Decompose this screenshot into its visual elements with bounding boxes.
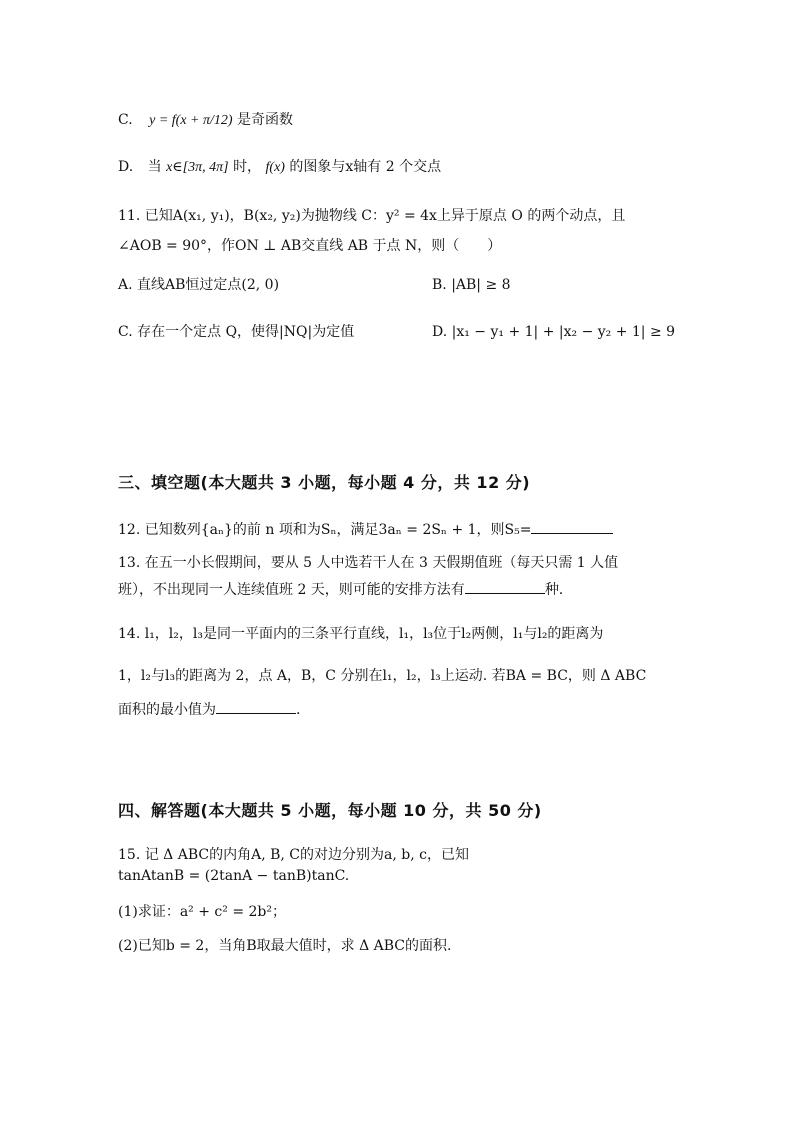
option-text: 当 xyxy=(147,159,162,175)
option-label: C. xyxy=(118,112,133,128)
q11-option-d: D. |x₁ − y₁ + 1| + |x₂ − y₂ + 1| ≥ 9 xyxy=(432,324,676,340)
q12 xyxy=(118,519,613,540)
formula: y = f(x + π/12) xyxy=(149,113,233,128)
q10-option-d xyxy=(118,157,441,178)
q10-option-c xyxy=(118,110,293,131)
q14-line2: 1，l₂与l₃的距离为 2，点 A，B，C 分别在l₁，l₂，l₃上运动. 若BA = BC，则 Δ ABC xyxy=(118,668,647,684)
question-text: 12. 已知数列{aₙ}的前 n 项和为Sₙ，满足3aₙ = 2Sₙ + 1，则S₅= xyxy=(118,522,532,538)
answer-blank xyxy=(216,699,296,714)
answer-blank xyxy=(465,579,545,594)
option-label: D. xyxy=(118,159,134,175)
q11-stem-line2: ∠AOB = 90°，作ON ⊥ AB交直线 AB 于点 N，则（ ） xyxy=(118,238,502,254)
q13-line2 xyxy=(118,579,563,600)
q11-stem-line1: 11. 已知A(x₁, y₁)，B(x₂, y₂)为抛物线 C：y² = 4x上异于原点 O 的两个动点，且 xyxy=(118,208,626,224)
section-heading-fill-in: 三、填空题(本大题共 3 小题，每小题 4 分，共 12 分) xyxy=(118,473,531,492)
question-text: 面积的最小值为 xyxy=(118,702,216,718)
option-text: 是奇函数 xyxy=(237,112,294,128)
question-text: . xyxy=(296,702,301,718)
q15-line2: tanAtanB = (2tanA − tanB)tanC. xyxy=(118,868,350,884)
option-text: 时， xyxy=(233,159,262,175)
q15-part2: (2)已知b = 2，当角B取最大值时，求 Δ ABC的面积. xyxy=(118,938,452,954)
option-text: 的图象与x轴有 2 个交点 xyxy=(289,159,442,175)
formula: f(x) xyxy=(265,160,285,175)
q14-line1: 14. l₁，l₂，l₃是同一平面内的三条平行直线，l₁，l₃位于l₂两侧，l₁与l₂的距离为 xyxy=(118,626,604,642)
section-heading-solutions: 四、解答题(本大题共 5 小题，每小题 10 分，共 50 分) xyxy=(118,801,542,820)
question-text: 班），不出现同一人连续值班 2 天，则可能的安排方法有 xyxy=(118,582,465,598)
q11-option-b: B. |AB| ≥ 8 xyxy=(432,277,511,293)
q15-part1: (1)求证：a² + c² = 2b²； xyxy=(118,904,286,920)
q14-line3 xyxy=(118,699,300,720)
answer-blank xyxy=(531,519,613,534)
q13-line1: 13. 在五一小长假期间，要从 5 人中选若干人在 3 天假期值班（每天只需 1 人值 xyxy=(118,555,619,571)
q11-option-c: C. 存在一个定点 Q，使得|NQ|为定值 xyxy=(118,324,355,340)
question-text: 种. xyxy=(544,582,564,598)
q15-line1: 15. 记 Δ ABC的内角A, B, C的对边分别为a, b, c，已知 xyxy=(118,847,469,863)
formula: x∈[3π, 4π] xyxy=(166,160,229,175)
q11-option-a: A. 直线AB恒过定点(2, 0) xyxy=(118,277,280,293)
